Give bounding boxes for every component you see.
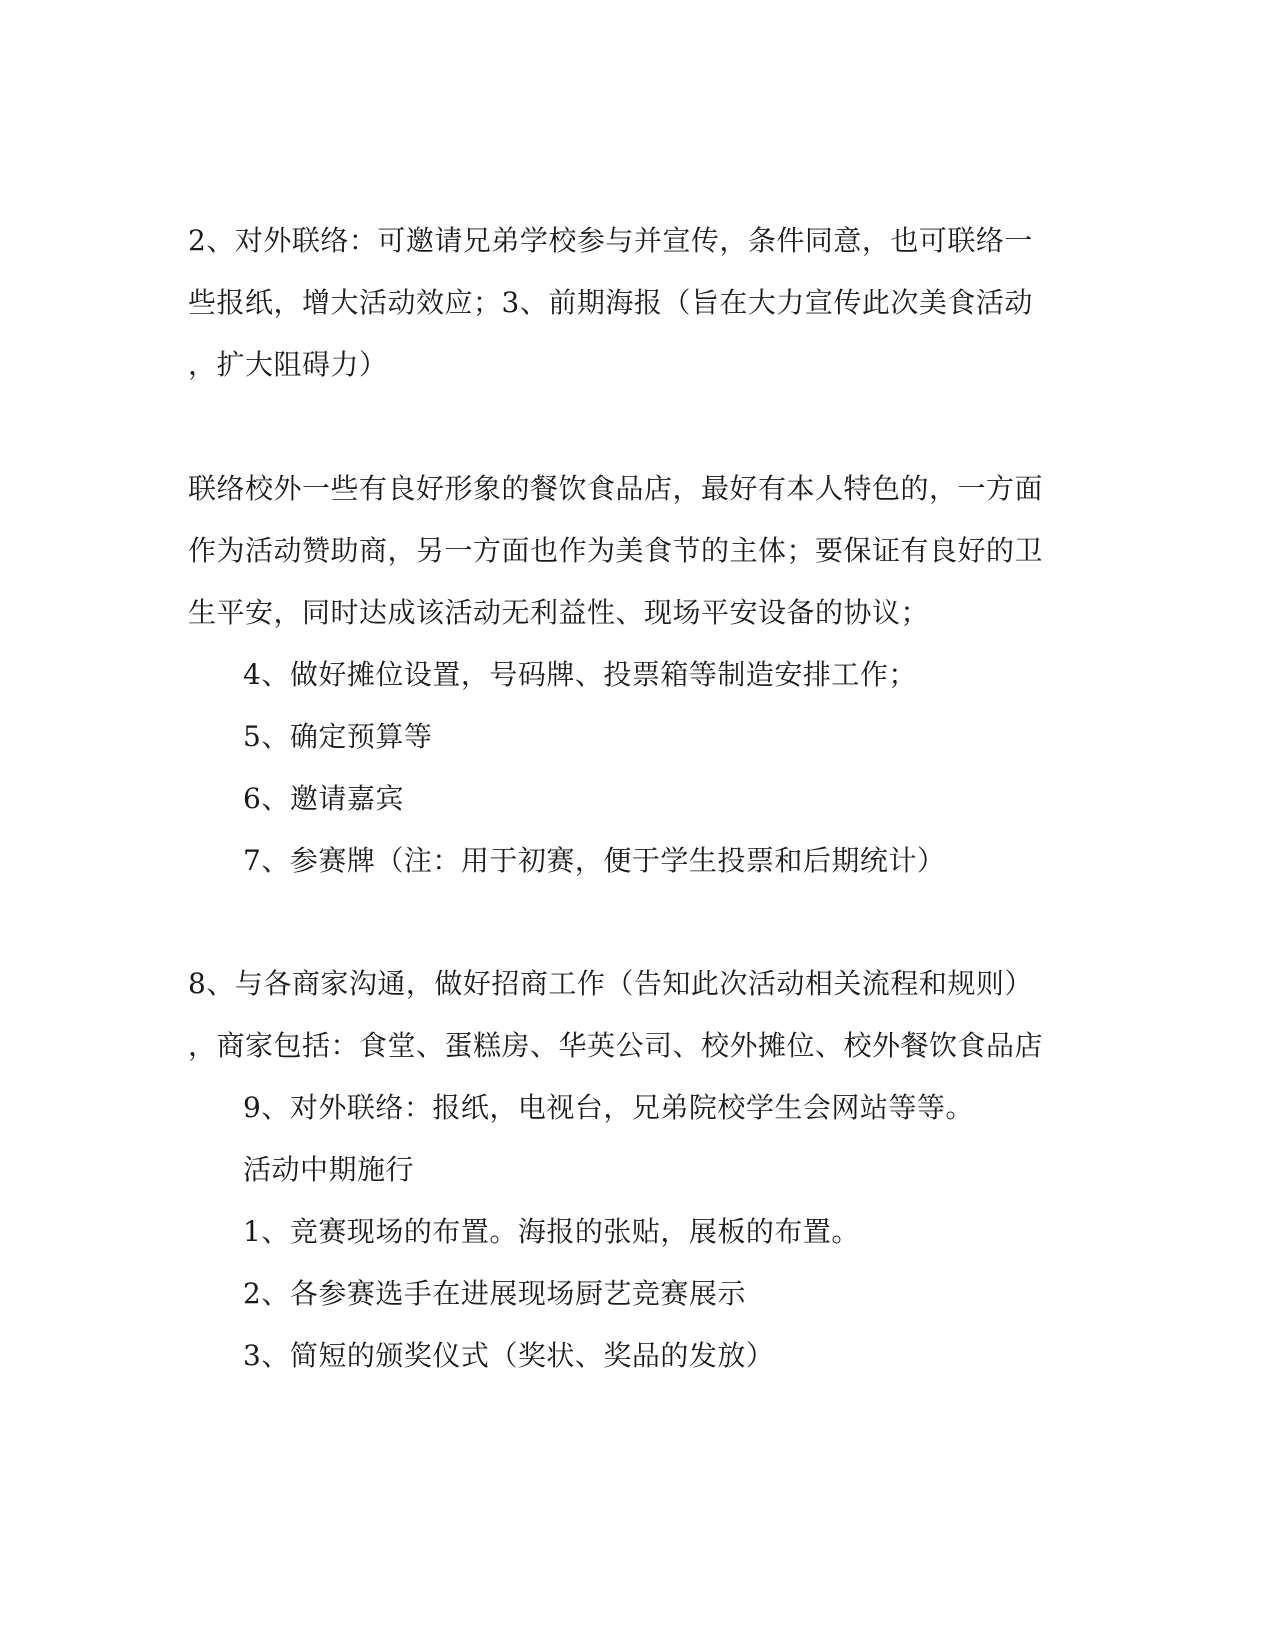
list-item-7: 7、参赛牌（注：用于初赛，便于学生投票和后期统计） [243, 844, 946, 877]
list-item-6: 6、邀请嘉宾 [243, 782, 404, 815]
list-item-phase-2: 2、各参赛选手在进展现场厨艺竞赛展示 [243, 1277, 746, 1310]
paragraph-line-1: 2、对外联络：可邀请兄弟学校参与并宣传，条件同意，也可联络一 [188, 224, 1033, 257]
list-item-4: 4、做好摊位设置，号码牌、投票箱等制造安排工作； [243, 658, 917, 691]
paragraph-line-8a: 8、与各商家沟通，做好招商工作（告知此次活动相关流程和规则） [188, 967, 1033, 1000]
section-heading: 活动中期施行 [243, 1153, 415, 1186]
paragraph-line-2: 些报纸，增大活动效应；3、前期海报（旨在大力宣传此次美食活动 [188, 286, 1033, 319]
paragraph-line-3: ，扩大阻碍力） [188, 348, 388, 381]
list-item-9: 9、对外联络：报纸，电视台，兄弟院校学生会网站等等。 [243, 1091, 974, 1124]
list-item-phase-1: 1、竞赛现场的布置。海报的张贴，展板的布置。 [243, 1215, 860, 1248]
list-item-phase-3: 3、简短的颁奖仪式（奖状、奖品的发放） [243, 1339, 775, 1372]
paragraph-line-4: 联络校外一些有良好形象的餐饮食品店，最好有本人特色的，一方面 [188, 472, 1044, 505]
paragraph-line-8b: ，商家包括：食堂、蛋糕房、华英公司、校外摊位、校外餐饮食品店 [188, 1029, 1044, 1062]
paragraph-line-5: 作为活动赞助商，另一方面也作为美食节的主体；要保证有良好的卫 [188, 534, 1044, 567]
paragraph-line-6: 生平安，同时达成该活动无利益性、现场平安设备的协议； [188, 596, 930, 629]
list-item-5: 5、确定预算等 [243, 720, 433, 753]
